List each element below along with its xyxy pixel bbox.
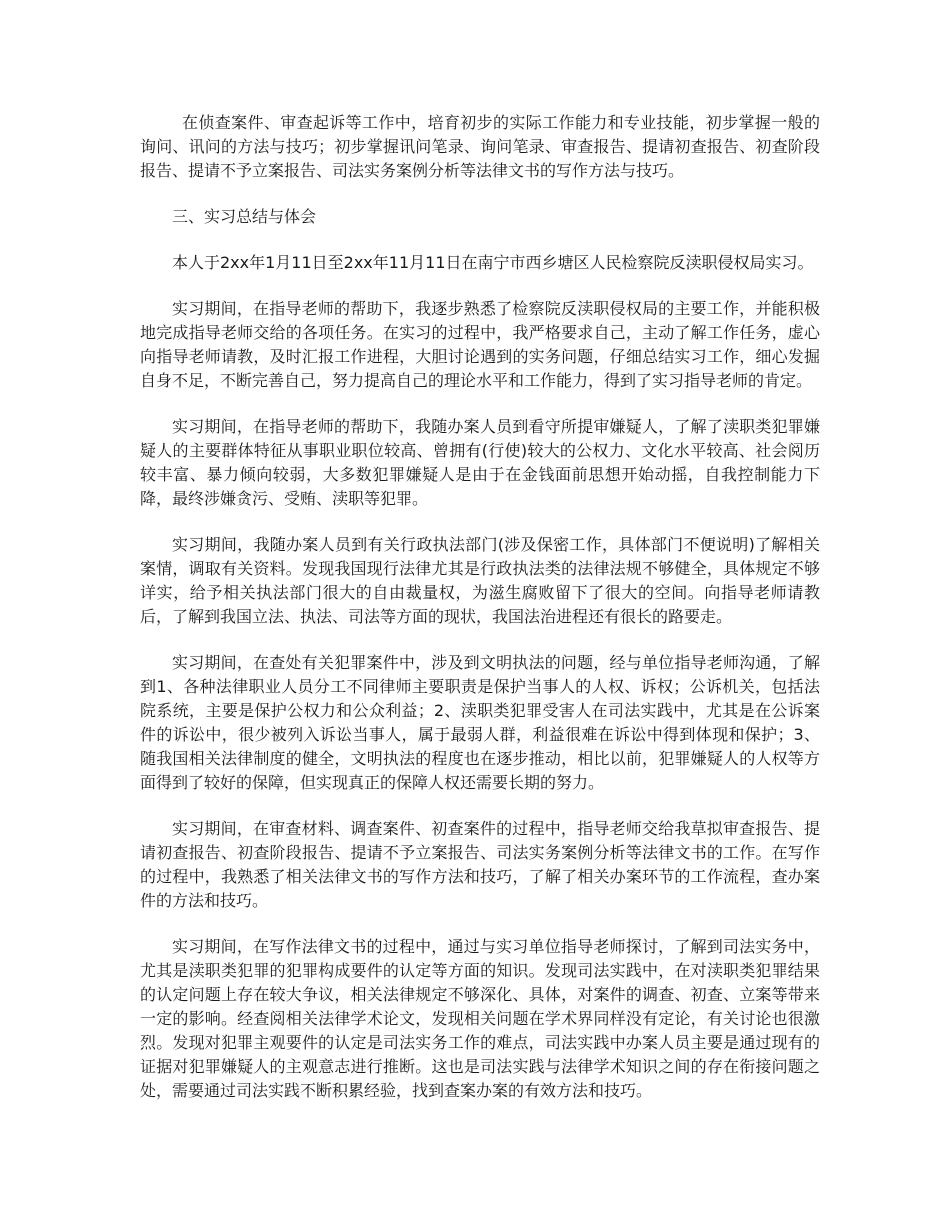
paragraph-8: 实习期间，在写作法律文书的过程中，通过与实习单位指导老师探讨，了解到司法实务中，尤其是渎职类犯罪的犯罪构成要件的认定等方面的知识。发现司法实践中，在对渎职类犯罪结果的认定问题上存在较大争议，相关法律规定不够深化、具体，对案件的调查、初查、立案等带来一定的影响。经查阅相关法律学术论文，发现相关问题在学术界同样没有定论，有关讨论也很激烈。发现对犯罪主观要件的认定是司法实务工作的难点，司法实践中办案人员主要是通过现有的证据对犯罪嫌疑人的主观意志进行推断。这也是司法实践与法律学术知识之间的存在衔接问题之处，需要通过司法实践不断积累经验，找到查案办案的有效方法和技巧。 [140,937,820,1100]
paragraph-6: 实习期间，在查处有关犯罪案件中，涉及到文明执法的问题，经与单位指导老师沟通，了解到1、各种法律职业人员分工不同律师主要职责是保护当事人的人权、诉权；公诉机关，包括法院系统，主要是保护公权力和公众利益；2、渎职类犯罪受害人在司法实践中，尤其是在公诉案件的诉讼中，很少被列入诉讼当事人，属于最弱人群，利益很难在诉讼中得到体现和保护；3、随我国相关法律制度的健全，文明执法的程度也在逐步推动，相比以前，犯罪嫌疑人的人权等方面得到了较好的保障，但实现真正的保障人权还需要长期的努力。 [140,653,820,792]
paragraph-5: 实习期间，我随办案人员到有关行政执法部门(涉及保密工作，具体部门不便说明)了解相关案情，调取有关资料。发现我国现行法律尤其是行政执法类的法律法规不够健全，具体规定不够详实，给予相关执法部门很大的自由裁量权，为滋生腐败留下了很大的空间。向指导老师请教后，了解到我国立法、执法、司法等方面的现状，我国法治进程还有很长的路要走。 [140,535,820,626]
document-body [140,111,820,1125]
section-heading: 三、实习总结与体会 [172,207,317,226]
paragraph-7: 实习期间，在审查材料、调查案件、初查案件的过程中，指导老师交给我草拟审查报告、提请初查报告、初查阶段报告、提请不予立案报告、司法实务案例分析等法律文书的工作。在写作的过程中，我熟悉了相关法律文书的写作方法和技巧，了解了相关办案环节的工作流程，查办案件的方法和技巧。 [140,819,820,910]
paragraph-3: 实习期间，在指导老师的帮助下，我逐步熟悉了检察院反渎职侵权局的主要工作，并能积极地完成指导老师交给的各项任务。在实习的过程中，我严格要求自己，主动了解工作任务，虚心向指导老师请教，及时汇报工作进程，大胆讨论遇到的实务问题，仔细总结实习工作，细心发掘自身不足，不断完善自己，努力提高自己的理论水平和工作能力，得到了实习指导老师的肯定。 [140,299,820,390]
paragraph-1: 在侦查案件、审查起诉等工作中，培育初步的实际工作能力和专业技能，初步掌握一般的询问、讯问的方法与技巧；初步掌握讯问笔录、询问笔录、审查报告、提请初查报告、初查阶段报告、提请不予立案报告、司法实务案例分析等法律文书的写作方法与技巧。 [140,113,820,180]
paragraph-2: 本人于2xx年1月11日至2xx年11月11日在南宁市西乡塘区人民检察院反渎职侵权局实习。 [172,253,814,272]
paragraph-4: 实习期间，在指导老师的帮助下，我随办案人员到看守所提审嫌疑人，了解了渎职类犯罪嫌疑人的主要群体特征从事职业职位较高、曾拥有(行使)较大的公权力、文化水平较高、社会阅历较丰富、暴力倾向较弱，大多数犯罪嫌疑人是由于在金钱面前思想开始动摇，自我控制能力下降，最终涉嫌贪污、受贿、渎职等犯罪。 [140,417,820,508]
